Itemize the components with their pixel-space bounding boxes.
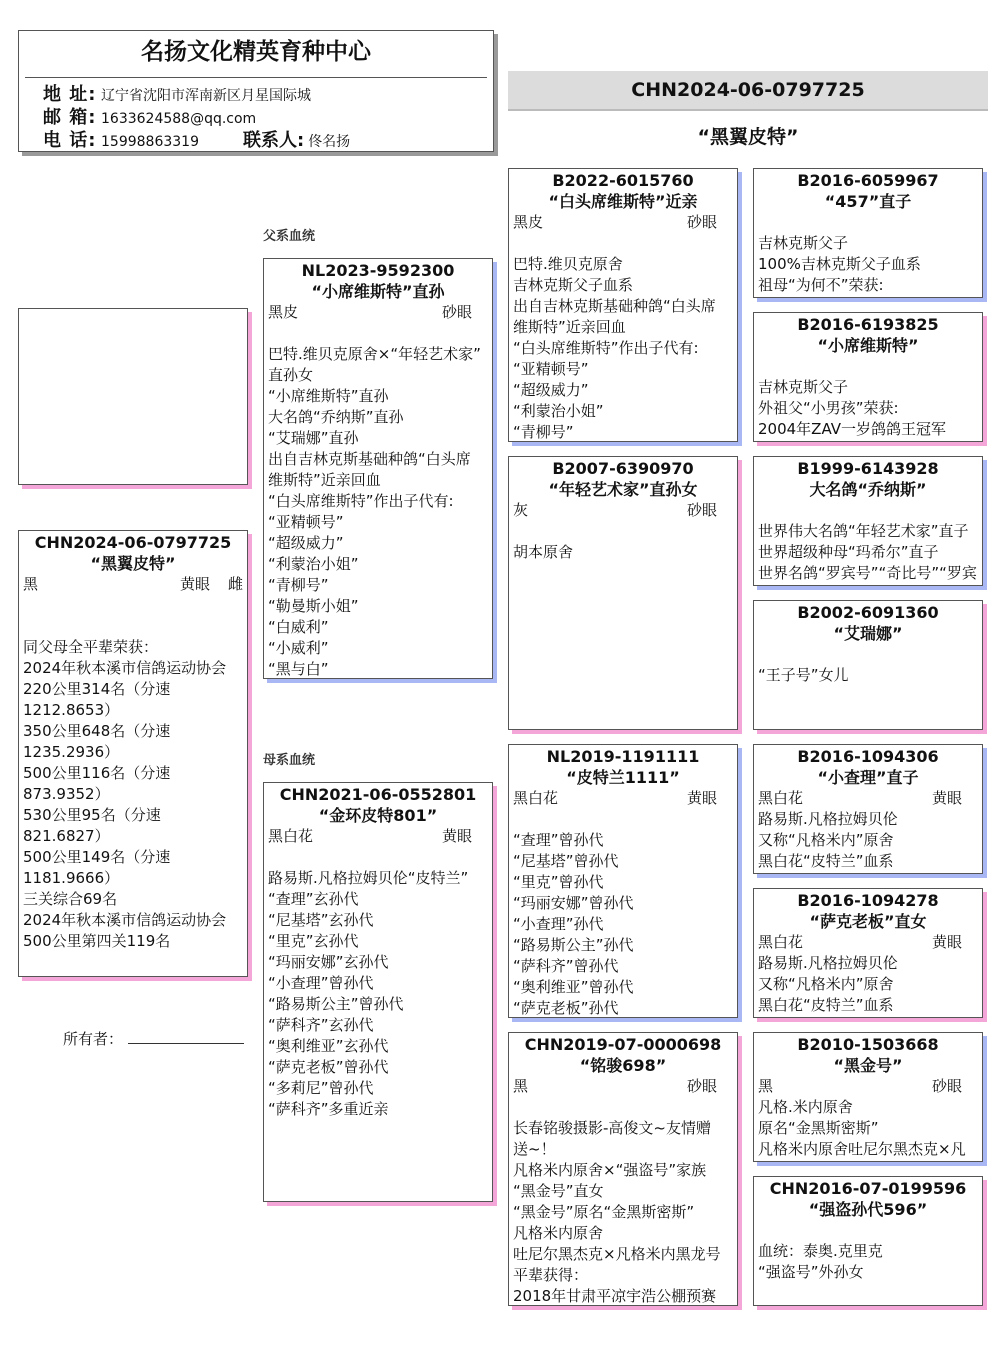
ss-name: “白头席维斯特”近亲 [548,192,698,211]
dss-attrs [754,788,982,809]
address-value: 辽宁省沈阳市浑南新区月星国际城 [101,88,311,104]
sire-ring: NL2023-9592300 [301,261,455,280]
dss-eye: 黄眼 [931,789,962,807]
dam-ring: CHN2021-06-0552801 [279,785,477,804]
ds-attrs [509,788,737,809]
dss-color: 黑白花 [758,789,804,807]
dsd-card [753,888,983,1018]
dss-name: “小查理”直子 [817,768,919,787]
dam-name: “金环皮特801” [318,806,438,825]
ssd-notes: 吉林克斯父子 外祖父“小男孩”荣获: 2004年ZAV一岁鸽鸽王冠军 [758,378,947,438]
breeder-title: 名扬文化精英育种中心 [141,39,371,65]
sds-notes: 世界伟大名鸽“年轻艺术家”直子 世界超级种母“玛希尔”直子 世界名鸽“罗宾号”“奇比号”“罗宾 [758,522,977,582]
ss-eye: 砂眼 [686,213,717,231]
email-label: 邮 箱: [43,107,97,128]
sss-name: “457”直子 [824,192,912,211]
pigeon-photo [18,308,248,485]
ss-color: 黑皮 [513,213,544,231]
ss-ring: B2022-6015760 [552,171,694,190]
ssd-card [753,312,983,442]
main-ring-bar [508,71,988,111]
main-ring: CHN2024-06-0797725 [631,79,865,101]
sds-ring: B1999-6143928 [797,459,939,478]
sss-card [753,168,983,298]
subject-name: “黑翼皮特” [90,554,176,573]
sds-card [753,456,983,586]
dds-eye: 砂眼 [931,1077,962,1095]
ss-attrs [509,212,737,233]
sire-name: “小席维斯特”直孙 [311,282,445,301]
dds-attrs [754,1076,982,1097]
sire-attrs [264,302,492,323]
dsd-attrs [754,932,982,953]
dd-name: “铭骏698” [579,1056,667,1075]
ds-color: 黑白花 [513,789,559,807]
sire-sire-card [508,168,738,442]
sd-eye: 砂眼 [686,501,717,519]
main-name: “黑翼皮特” [697,126,799,148]
sdd-name: “艾瑞娜” [833,624,903,643]
sire-card [263,258,493,679]
ddd-ring: CHN2016-07-0199596 [769,1179,967,1198]
sd-name: “年轻艺术家”直孙女 [548,480,698,499]
ss-notes: 巴特.维贝克原舍 吉林克斯父子血系 出自吉林克斯基础种鸽“白头席 维斯特”近亲回血 “白头席维斯特”作出子代有: “亚精顿号” “超级威力” “利蒙治小姐” “青柳号” [513,255,716,441]
ddd-notes: 血统：泰奥.克里克 “强盗号”外孙女 [758,1242,883,1281]
dds-ring: B2010-1503668 [797,1035,939,1054]
owner-line [63,1028,244,1049]
dam-notes: 路易斯.凡格拉姆贝伦“皮特兰” “查理”玄孙代 “尼基塔”玄孙代 “里克”玄孙代 “玛丽安娜”玄孙代 “小查理”曾孙代 “路易斯公主”曾孙代 “萨科齐”玄孙代 “奥利维亚”玄孙代 “萨克老板”曾孙代 “多莉尼”曾孙代 “萨科齐”多重近亲 [268,869,469,1118]
sire-line-label: 父系血统 [263,229,316,244]
sire-color: 黑皮 [268,303,299,321]
sdd-notes: “王子号”女儿 [758,666,849,684]
owner-blank[interactable] [128,1029,244,1044]
breeder-header [18,30,494,152]
contact-value: 佟名扬 [308,134,351,150]
phone-label: 电 话: [43,130,97,151]
dsd-ring: B2016-1094278 [797,891,939,910]
dds-name: “黑金号” [833,1056,903,1075]
ssd-ring: B2016-6193825 [797,315,939,334]
dss-notes: 路易斯.凡格拉姆贝伦 又称“凡格米内”原舍 黑白花“皮特兰”血系 [758,810,898,870]
sd-attrs [509,500,737,521]
subject-card [18,530,248,977]
sss-ring: B2016-6059967 [797,171,939,190]
phone-row [19,130,493,152]
sire-eye: 砂眼 [441,303,472,321]
ds-name: “皮特兰1111” [566,768,680,787]
dsd-eye: 黄眼 [931,933,962,951]
dd-eye: 砂眼 [686,1077,717,1095]
dds-color: 黑 [758,1077,774,1095]
dd-ring: CHN2019-07-0000698 [524,1035,722,1054]
phone-value: 15998863319 [101,134,199,150]
subject-eye: 黄眼 [179,575,210,593]
dd-notes: 长春铭骏摄影-高俊文~友情赠 送~！ 凡格米内原舍×“强盗号”家族 “黑金号”直女 “黑金号”原名“金黑斯密斯” 凡格米内原舍 吐尼尔黑杰克×凡格米内黑龙号 平辈获得： 2018年甘肃平凉宇浩公棚预赛 [513,1119,721,1305]
sd-color: 灰 [513,501,529,519]
sds-name: 大名鸽“乔纳斯” [809,480,927,499]
subject-ring: CHN2024-06-0797725 [34,533,232,552]
subject-attrs [19,574,247,595]
dsd-name: “萨克老板”直女 [809,912,927,931]
dam-color: 黑白花 [268,827,314,845]
sdd-card [753,600,983,730]
sire-notes: 巴特.维贝克原舍×“年轻艺术家” 直孙女 “小席维斯特”直孙 大名鸽“乔纳斯”直孙 “艾瑞娜”直孙 出自吉林克斯基础种鸽“白头席 维斯特”近亲回血 “白头席维斯特”作出子代有: “亚精顿号” “超级威力” “利蒙治小姐” “青柳号” “勒曼斯小姐” “白威利” “小威利” “黑与白” [268,345,481,678]
sd-notes: 胡本原舍 [513,543,574,561]
ddd-name: “强盗孙代596” [808,1200,928,1219]
dam-dam-card [508,1032,738,1306]
ds-eye: 黄眼 [686,789,717,807]
sire-dam-card [508,456,738,730]
ddd-card [753,1176,983,1306]
ds-notes: “查理”曾孙代 “尼基塔”曾孙代 “里克”曾孙代 “玛丽安娜”曾孙代 “小查理”孙代 “路易斯公主”孙代 “萨科齐”曾孙代 “奥利维亚”曾孙代 “萨克老板”孙代 [513,831,634,1017]
dd-attrs [509,1076,737,1097]
sdd-ring: B2002-6091360 [797,603,939,622]
dam-card [263,782,493,1202]
dsd-notes: 路易斯.凡格拉姆贝伦 又称“凡格米内”原舍 黑白花“皮特兰”血系 [758,954,898,1014]
email-value: 1633624588@qq.com [101,111,257,127]
contact-label: 联系人: [242,130,305,151]
sd-ring: B2007-6390970 [552,459,694,478]
ssd-name: “小席维斯特” [817,336,919,355]
email-row [19,107,493,130]
owner-label: 所有者： [63,1030,124,1048]
dd-color: 黑 [513,1077,529,1095]
dam-sire-card [508,744,738,1018]
dss-ring: B2016-1094306 [797,747,939,766]
ds-ring: NL2019-1191111 [546,747,700,766]
dds-notes: 凡格.米内原舍 原名“金黑斯密斯” 凡格米内原舍吐尼尔黑杰克×凡 [758,1098,966,1158]
dsd-color: 黑白花 [758,933,804,951]
address-row [19,84,493,107]
dam-eye: 黄眼 [441,827,472,845]
dam-attrs [264,826,492,847]
subject-sex: 雌 [227,575,243,593]
subject-notes: 同父母全平辈荣获： 2024年秋本溪市信鸽运动协会 220公里314名（分速 1212.8653） 350公里648名（分速 1235.2936） 500公里116名（分速 873.9352） 530公里95名（分速 821.6827） 500公里149名（分速 1181.9666） 三关综合69名 2024年秋本溪市信鸽运动协会 500公里第四关119名 [23,638,227,950]
dds-card [753,1032,983,1162]
header-divider [25,77,487,78]
address-label: 地 址: [43,84,97,105]
sss-notes: 吉林克斯父子 100%吉林克斯父子血系 祖母“为何不”荣获: [758,234,921,294]
dam-line-label: 母系血统 [263,753,316,768]
dss-card [753,744,983,874]
subject-color: 黑 [23,575,39,593]
